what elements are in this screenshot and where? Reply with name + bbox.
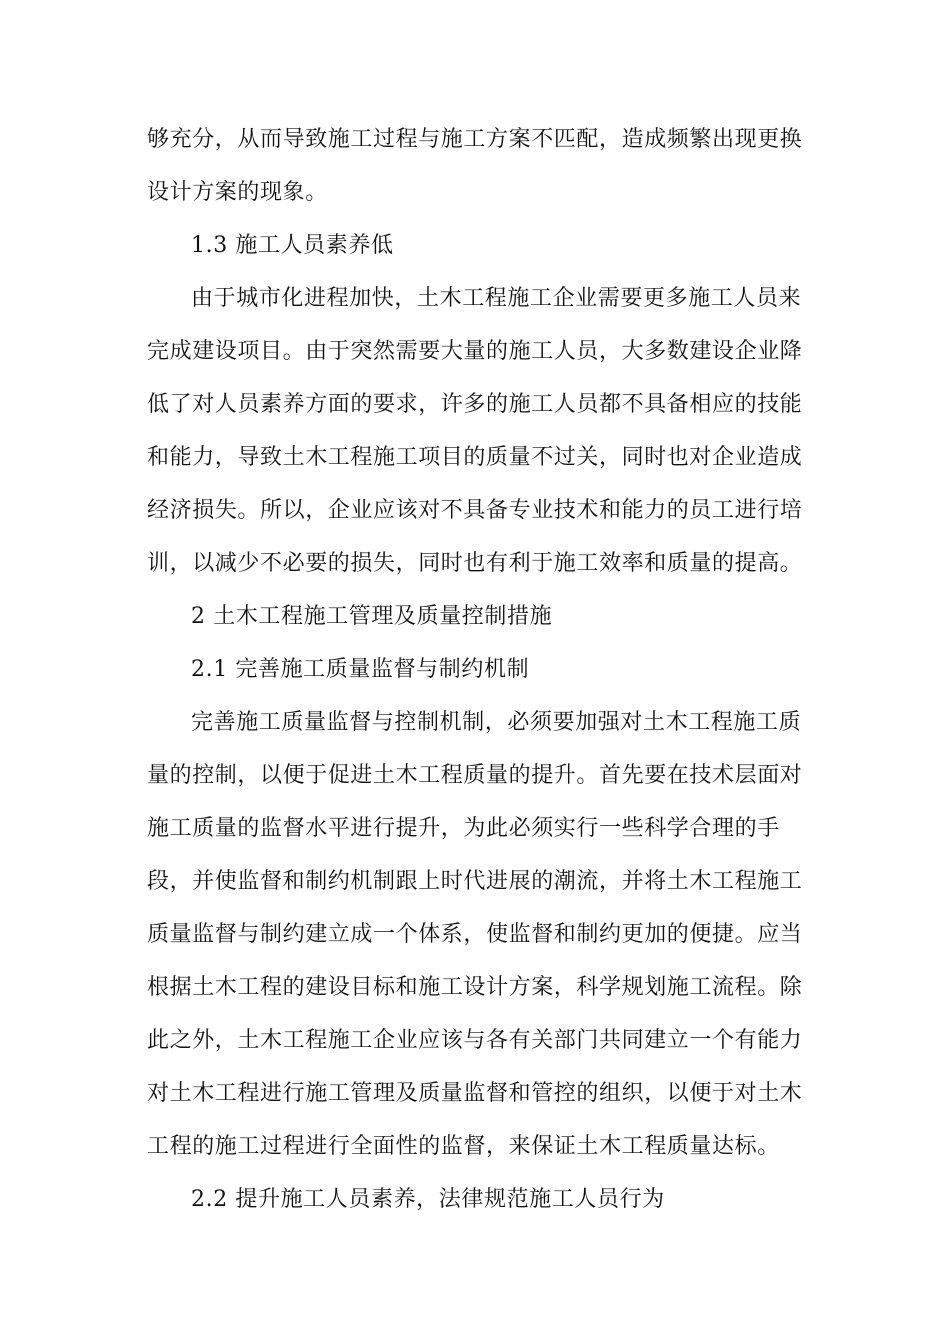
paragraph-line: 施工质量的监督水平进行提升，为此必须实行一些科学合理的手 [147, 816, 780, 841]
document-body [147, 113, 807, 1226]
section-heading-2-1: 2.1 完善施工质量监督与制约机制 [191, 657, 530, 682]
paragraph-line: 训，以减少不必要的损失，同时也有利于施工效率和质量的提高。 [147, 551, 803, 576]
paragraph-line: 根据土木工程的建设目标和施工设计方案，科学规划施工流程。除 [147, 975, 803, 1000]
paragraph-line: 对土木工程进行施工管理及质量监督和管控的组织，以便于对土木 [147, 1081, 803, 1106]
section-heading-2: 2 土木工程施工管理及质量控制措施 [191, 604, 553, 629]
section-heading-2-2: 2.2 提升施工人员素养，法律规范施工人员行为 [191, 1187, 665, 1212]
paragraph-line: 质量监督与制约建立成一个体系，使监督和制约更加的便捷。应当 [147, 922, 803, 947]
paragraph-line: 经济损失。所以，企业应该对不具备专业技术和能力的员工进行培 [147, 498, 803, 523]
paragraph-line: 和能力，导致土木工程施工项目的质量不过关，同时也对企业造成 [147, 445, 803, 470]
paragraph-line: 段，并使监督和制约机制跟上时代进展的潮流，并将土木工程施工 [147, 869, 803, 894]
paragraph-line: 由于城市化进程加快，土木工程施工企业需要更多施工人员来 [191, 286, 802, 311]
paragraph-line: 完成建设项目。由于突然需要大量的施工人员，大多数建设企业降 [147, 339, 803, 364]
paragraph-line: 完善施工质量监督与控制机制，必须要加强对土木工程施工质 [191, 710, 802, 735]
paragraph-line: 够充分，从而导致施工过程与施工方案不匹配，造成频繁出现更换 [147, 127, 803, 152]
section-heading-1-3: 1.3 施工人员素养低 [191, 233, 394, 258]
paragraph-line: 设计方案的现象。 [147, 180, 328, 205]
paragraph-line: 此之外，土木工程施工企业应该与各有关部门共同建立一个有能力 [147, 1028, 803, 1053]
paragraph-line: 工程的施工过程进行全面性的监督，来保证土木工程质量达标。 [147, 1134, 780, 1159]
paragraph-line: 低了对人员素养方面的要求，许多的施工人员都不具备相应的技能 [147, 392, 803, 417]
paragraph-line: 量的控制，以便于促进土木工程质量的提升。首先要在技术层面对 [147, 763, 803, 788]
